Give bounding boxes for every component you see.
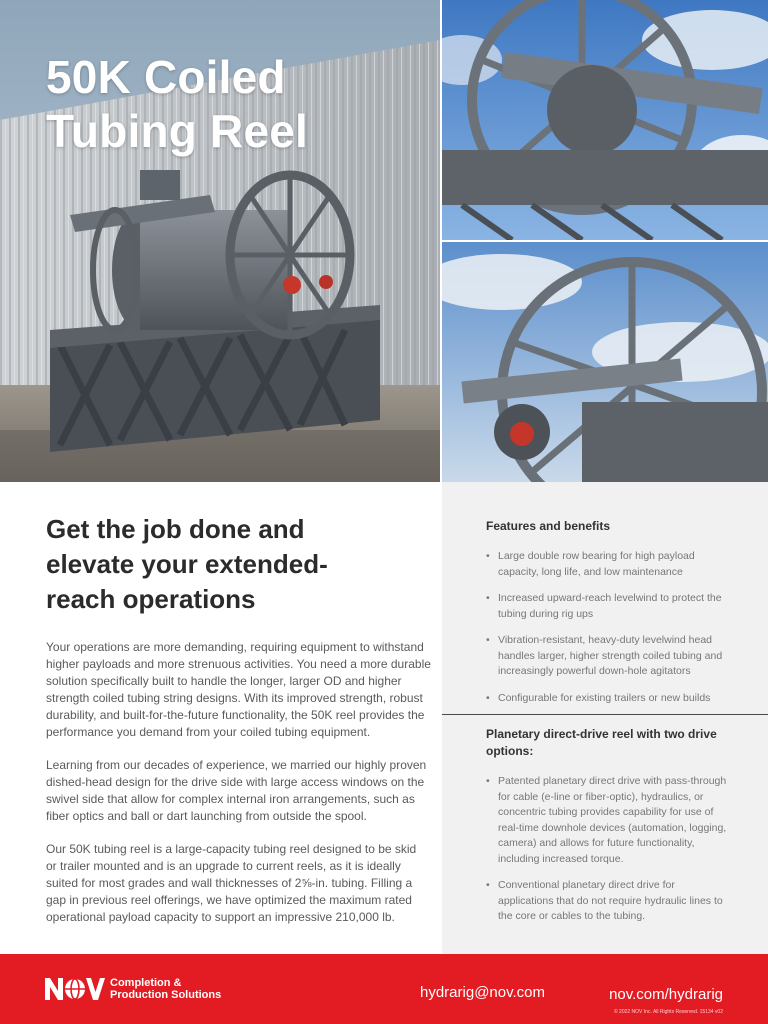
paragraph-line: fiber optics and ball or dart launching from outside the spool. bbox=[46, 809, 367, 823]
drive-option-line: for cable (e-line or fiber-optic), hydraulics, or bbox=[498, 790, 704, 803]
intro-paragraph bbox=[46, 841, 418, 926]
paragraph-line: suited for most grades and wall thicknesses of 2⅝-in. tubing. Filling a bbox=[46, 876, 413, 890]
headline-line: elevate your extended- bbox=[46, 549, 328, 579]
drive-options-section bbox=[486, 726, 756, 936]
reel-closeup-image bbox=[442, 0, 768, 240]
paragraph-line: gap in previous reel offerings, we have optimized the maximum rated bbox=[46, 893, 412, 907]
intro-paragraph bbox=[46, 757, 427, 825]
drive-option-line: including increased torque. bbox=[498, 852, 624, 865]
drive-option-line: camera) and allows for future functionality, bbox=[498, 837, 695, 849]
bullet-icon: • bbox=[486, 634, 490, 646]
paragraph-line: higher payloads and more strenuous activities. You need a more durable bbox=[46, 657, 431, 671]
bullet-icon: • bbox=[486, 550, 490, 562]
paragraph-line: Your operations are more demanding, requiring equipment to withstand bbox=[46, 640, 424, 654]
drive-option-line: applications that do not require hydraulic lines to bbox=[498, 894, 723, 907]
bullet-icon: • bbox=[486, 879, 490, 891]
drive-option-item bbox=[486, 774, 756, 867]
company-name bbox=[110, 977, 221, 1001]
feature-line: Configurable for existing trailers or new builds bbox=[498, 691, 711, 704]
feature-line: handles larger, higher strength coiled tubing and bbox=[498, 649, 723, 662]
main-reel-photo bbox=[0, 0, 440, 482]
reel-flange-image bbox=[442, 242, 768, 482]
features-section bbox=[486, 518, 756, 717]
drive-options-title bbox=[486, 726, 756, 760]
feature-line: capacity, long life, and low maintenance bbox=[498, 565, 683, 578]
reel-detail-photo-top bbox=[442, 0, 768, 240]
paragraph-line: performance you demand from your coiled tubing equipment. bbox=[46, 725, 371, 739]
feature-line: increasingly powerful down-hole agitators bbox=[498, 665, 691, 677]
features-panel bbox=[442, 482, 768, 954]
footer-bar bbox=[0, 954, 768, 1024]
hero-title-line: Tubing Reel bbox=[46, 105, 309, 157]
feature-line: tubing during rig ups bbox=[498, 607, 594, 620]
feature-item bbox=[486, 591, 756, 622]
feature-line: Vibration-resistant, heavy-duty levelwind head bbox=[498, 634, 713, 646]
features-title bbox=[486, 518, 756, 535]
feature-line: Large double row bearing for high payload bbox=[498, 550, 695, 562]
intro-column bbox=[46, 512, 431, 942]
headline-line: reach operations bbox=[46, 584, 256, 614]
section-title-line: Planetary direct-drive reel with two drive bbox=[486, 727, 717, 741]
hero-title-line: 50K Coiled bbox=[46, 51, 286, 103]
headline-line: Get the job done and bbox=[46, 514, 305, 544]
drive-options-list bbox=[486, 774, 756, 925]
copyright-notice: © 2022 NOV Inc. All Rights Reserved. 15134 v02 bbox=[613, 1009, 723, 1015]
drive-option-line: real-time downhole devices (automation, logging, bbox=[498, 821, 727, 834]
feature-line: Increased upward-reach levelwind to protect the bbox=[498, 592, 722, 604]
paragraph-line: dished-head design for the drive side with large access windows on the bbox=[46, 775, 425, 789]
intro-paragraph bbox=[46, 639, 431, 741]
section-title-line: options: bbox=[486, 744, 534, 758]
section-divider bbox=[442, 714, 768, 715]
reel-detail-photo-bottom bbox=[442, 242, 768, 482]
paragraph-line: solution specifically built to handle the longer, larger OD and higher bbox=[46, 674, 402, 688]
paragraph-line: Our 50K tubing reel is a large-capacity tubing reel designed to be skid bbox=[46, 842, 417, 856]
feature-item bbox=[486, 549, 756, 580]
paragraph-line: or trailer mounted and is an upgrade to current reels, as it is ideally bbox=[46, 859, 401, 873]
section-title-line: Features and benefits bbox=[486, 519, 611, 533]
company-name-line: Production Solutions bbox=[110, 989, 222, 1001]
drive-option-line: Patented planetary direct drive with pass-through bbox=[498, 775, 727, 787]
intro-headline bbox=[46, 512, 418, 617]
drive-option-line: Conventional planetary direct drive for bbox=[498, 879, 675, 891]
paragraph-line: operational payload capacity to support an impressive 210,000 lb. bbox=[46, 910, 395, 924]
features-list bbox=[486, 549, 756, 706]
website-link[interactable]: nov.com/hydrarig bbox=[609, 986, 723, 1003]
paragraph-line: durability, and built-for-the-future functionality, the 50K reel provides the bbox=[46, 708, 425, 722]
nov-logo bbox=[45, 978, 105, 1000]
paragraph-line: strength coiled tubing string designs. With its improved strength, robust bbox=[46, 691, 423, 705]
intro-body bbox=[46, 639, 431, 926]
drive-option-line: the core or cables to the tubing. bbox=[498, 910, 646, 922]
paragraph-line: swivel side that allow for complex internal iron arrangements, such as bbox=[46, 792, 415, 806]
bullet-icon: • bbox=[486, 592, 490, 604]
photo-band bbox=[0, 0, 768, 482]
paragraph-line: Learning from our decades of experience, we married our highly proven bbox=[46, 758, 427, 772]
feature-item bbox=[486, 633, 756, 680]
bullet-icon: • bbox=[486, 691, 490, 704]
bullet-icon: • bbox=[486, 775, 490, 787]
contact-email[interactable]: hydrarig@nov.com bbox=[420, 984, 545, 1001]
company-name-line: Completion & bbox=[110, 977, 182, 989]
feature-item bbox=[486, 691, 756, 707]
drive-option-item bbox=[486, 878, 756, 925]
hero-title bbox=[46, 50, 308, 158]
drive-option-line: concentric tubing provides capability for use of bbox=[498, 806, 714, 818]
